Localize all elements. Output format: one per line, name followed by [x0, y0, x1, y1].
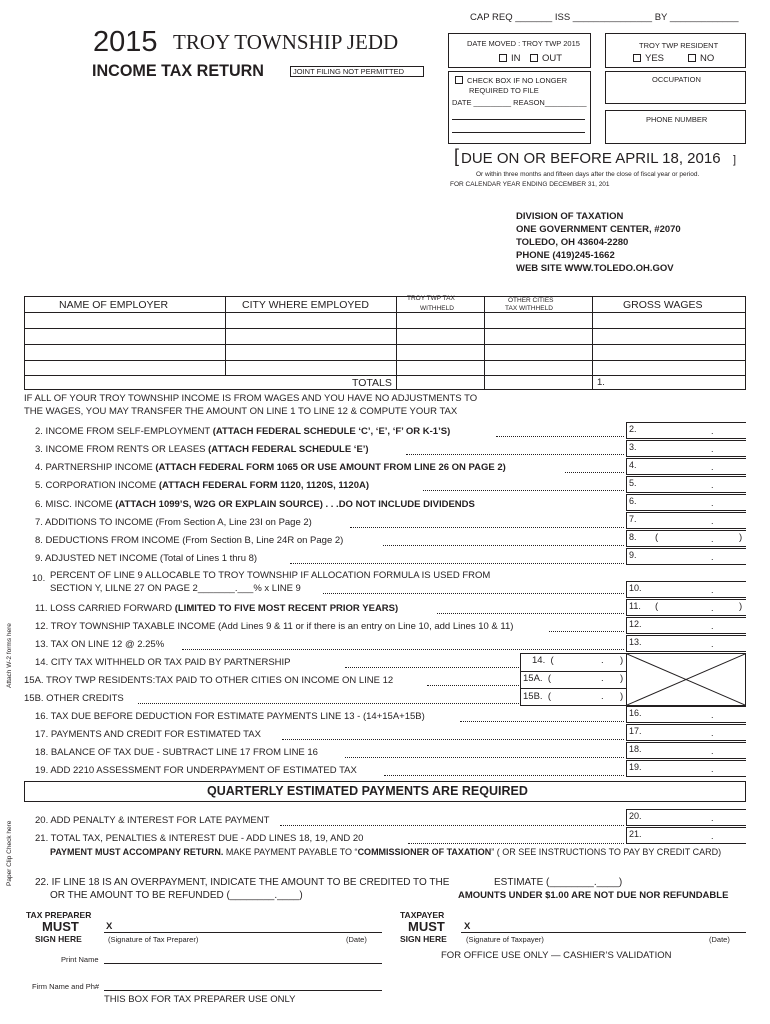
divider — [520, 671, 626, 672]
line-15b-dot: . — [601, 691, 604, 702]
line-13-amount[interactable]: 13. . — [626, 635, 746, 652]
office-use-label: FOR OFFICE USE ONLY — CASHIER’S VALIDATION — [441, 950, 672, 961]
line-11-amount[interactable]: 11. ( . ) — [626, 599, 746, 616]
line-15b: 15B. OTHER CREDITS — [24, 693, 124, 704]
leader — [383, 545, 624, 546]
line-10-number: 10. — [32, 573, 46, 584]
leader — [437, 613, 624, 614]
line-15b-close: ) — [620, 691, 624, 702]
leader — [182, 649, 624, 650]
totals-label: TOTALS — [352, 377, 392, 389]
no-longer-checkbox[interactable]: CHECK BOX IF NO LONGER — [455, 76, 567, 85]
wages-note-2: THE WAGES, YOU MAY TRANSFER THE AMOUNT ON LINE 1 TO LINE 12 & COMPUTE YOUR TAX — [24, 406, 458, 417]
divider — [24, 344, 746, 345]
wages-note-1: IF ALL OF YOUR TROY TOWNSHIP INCOME IS FROM WAGES AND YOU HAVE NO ADJUSTMENTS TO — [24, 393, 478, 404]
preparer-must: MUST — [42, 919, 79, 934]
line-7: 7. ADDITIONS TO INCOME (From Section A, Line 23I on Page 2) — [35, 517, 312, 528]
line-15a-dot: . — [601, 673, 604, 684]
leader — [423, 490, 624, 491]
checkbox-icon — [633, 54, 641, 62]
leader — [282, 739, 624, 740]
line-16-amount[interactable]: 16. . — [626, 706, 746, 723]
leader — [323, 593, 624, 594]
line-15a-close: ) — [620, 673, 624, 684]
due-date-title: DUE ON OR BEFORE APRIL 18, 2016 — [461, 150, 721, 167]
line-10a: PERCENT OF LINE 9 ALLOCABLE TO TROY TOWNSHIP IF ALLOCATION FORMULA IS USED FROM — [50, 570, 491, 581]
line-16: 16. TAX DUE BEFORE DEDUCTION FOR ESTIMATE PAYMENTS LINE 13 - (14+15A+15B) — [35, 711, 425, 722]
taxpayer-sig-caption: (Signature of Taxpayer) — [466, 935, 544, 944]
resident-no-checkbox[interactable]: NO — [688, 53, 714, 64]
form-title: TROY TOWNSHIP JEDD — [173, 30, 399, 54]
line-2: 2. INCOME FROM SELF-EMPLOYMENT (ATTACH FEDERAL SCHEDULE ‘C’, ‘E’, ‘F’ OR K-1’S) — [35, 426, 451, 437]
leader — [384, 775, 624, 776]
line-17-amount[interactable]: 17. . — [626, 724, 746, 741]
out-checkbox[interactable]: OUT — [530, 53, 562, 64]
cap-req-line[interactable]: CAP REQ _______ ISS _______________ BY _____________ — [470, 12, 739, 23]
line-13: 13. TAX ON LINE 12 @ 2.25% — [35, 639, 165, 650]
leader — [138, 703, 519, 704]
col-gross: GROSS WAGES — [623, 299, 703, 311]
in-checkbox[interactable]: IN — [499, 53, 521, 64]
firm-line[interactable] — [104, 990, 382, 991]
line-3: 3. INCOME FROM RENTS OR LEASES (ATTACH FEDERAL SCHEDULE ‘E’) — [35, 444, 369, 455]
bracket-right: ] — [733, 154, 737, 166]
occupation-label: OCCUPATION — [652, 75, 701, 84]
taxpayer-date-caption: (Date) — [709, 935, 730, 944]
line-8: 8. DEDUCTIONS FROM INCOME (From Section B, Line 24R on Page 2) — [35, 535, 344, 546]
line-11: 11. LOSS CARRIED FORWARD (LIMITED TO FIVE MOST RECENT PRIOR YEARS) — [35, 603, 399, 614]
line-6: 6. MISC. INCOME (ATTACH 1099’S, W2G OR EXPLAIN SOURCE) . . .DO NOT INCLUDE DIVIDENDS — [35, 499, 475, 510]
divider — [225, 296, 226, 375]
preparer-sig-caption: (Signature of Tax Preparer) — [108, 935, 199, 944]
cross-icon — [627, 654, 745, 705]
no-longer-box — [448, 71, 591, 144]
taxpayer-x: X — [464, 921, 471, 932]
col-other-cities: OTHER CITIES — [508, 297, 554, 304]
leader — [406, 454, 624, 455]
line-5: 5. CORPORATION INCOME (ATTACH FEDERAL FORM 1120, 1120S, 1120A) — [35, 480, 369, 491]
preparer-sign-here: SIGN HERE — [35, 934, 82, 944]
division-line: DIVISION OF TAXATION — [516, 211, 624, 222]
date-moved-label: DATE MOVED : — [467, 39, 521, 48]
bracket-left: [ — [454, 146, 460, 166]
crossed-out-area — [626, 653, 746, 706]
preparer-box-label: THIS BOX FOR TAX PREPARER USE ONLY — [104, 994, 296, 1005]
line-21: 21. TOTAL TAX, PENALTIES & INTEREST DUE - ADD LINES 18, 19, AND 20 — [35, 833, 364, 844]
leader — [427, 685, 519, 686]
division-line: PHONE (419)245-1662 — [516, 250, 615, 261]
preparer-signature-line[interactable] — [104, 932, 382, 933]
no-longer-date-reason[interactable]: DATE _________ REASON__________ — [452, 98, 587, 107]
leader — [460, 721, 624, 722]
division-line: WEB SITE WWW.TOLEDO.OH.GOV — [516, 263, 674, 274]
checkbox-icon — [455, 76, 463, 84]
line-19-amount[interactable]: 19. . — [626, 760, 746, 777]
paperclip-side-note: Paper Clip Check here — [6, 820, 13, 886]
divider — [24, 328, 746, 329]
taxpayer-signature-line[interactable] — [461, 932, 746, 933]
line-4-amount[interactable]: 4. . — [626, 458, 746, 475]
line-5-amount[interactable]: 5. . — [626, 476, 746, 493]
divider — [592, 296, 593, 390]
line1-label: 1. — [597, 377, 605, 388]
line-9: 9. ADJUSTED NET INCOME (Total of Lines 1 thru 8) — [35, 553, 258, 564]
line-22b[interactable]: OR THE AMOUNT TO BE REFUNDED (________.____) — [50, 890, 303, 901]
divider — [452, 132, 585, 133]
line-4: 4. PARTNERSHIP INCOME (ATTACH FEDERAL FORM 1065 OR USE AMOUNT FROM LINE 26 ON PAGE 2) — [35, 462, 506, 473]
division-address — [516, 210, 681, 275]
joint-filing-badge: JOINT FILING NOT PERMITTED — [290, 66, 424, 77]
line-14: 14. CITY TAX WITHHELD OR TAX PAID BY PARTNERSHIP — [35, 657, 291, 668]
line-10b[interactable]: SECTION Y, LILNE 27 ON PAGE 2_______.___% x LINE 9 — [50, 583, 301, 594]
leader — [345, 757, 624, 758]
line-15a: 15A. TROY TWP RESIDENTS:TAX PAID TO OTHER CITIES ON INCOME ON LINE 12 — [24, 675, 394, 686]
phone-label: PHONE NUMBER — [646, 115, 708, 124]
division-line: ONE GOVERNMENT CENTER, #2070 — [516, 224, 681, 235]
divider — [452, 119, 585, 120]
leader — [565, 472, 624, 473]
leader — [345, 667, 519, 668]
form-year: 2015 — [93, 26, 158, 58]
line-10-amount[interactable]: 10. . — [626, 581, 746, 598]
line-2-amount[interactable]: 2. . — [626, 422, 746, 439]
firm-label: Firm Name and Ph# — [32, 982, 100, 991]
leader — [290, 563, 624, 564]
divider — [520, 688, 626, 689]
line-6-amount[interactable]: 6. . — [626, 494, 746, 511]
leader — [549, 631, 624, 632]
line-18: 18. BALANCE OF TAX DUE - SUBTRACT LINE 17 FROM LINE 16 — [35, 747, 318, 758]
line-19: 19. ADD 2210 ASSESSMENT FOR UNDERPAYMENT OF ESTIMATED TAX — [35, 765, 357, 776]
date-moved-box — [448, 33, 591, 68]
line-20-amount[interactable]: 20. . — [626, 809, 746, 826]
divider — [484, 296, 485, 390]
line-14-dot: . — [601, 655, 604, 666]
print-name-line[interactable] — [104, 963, 382, 964]
line-15b-amount[interactable]: 15B. ( — [523, 691, 551, 702]
line-14-close: ) — [620, 655, 624, 666]
division-line: TOLEDO, OH 43604-2280 — [516, 237, 629, 248]
col-city: CITY WHERE EMPLOYED — [242, 299, 369, 311]
estimate-field[interactable]: ESTIMATE (________.____) — [494, 877, 623, 888]
col-troy-tax: TROY TWP TAX — [407, 295, 455, 302]
preparer-x: X — [106, 921, 113, 932]
leader — [280, 825, 624, 826]
col-troy-withheld: WITHHELD — [420, 305, 454, 312]
line-7-amount[interactable]: 7. . — [626, 512, 746, 529]
preparer-label: TAX PREPARER — [26, 910, 92, 920]
quarterly-banner — [24, 781, 746, 802]
line-3-amount[interactable]: 3. . — [626, 440, 746, 457]
taxpayer-must: MUST — [408, 919, 445, 934]
form-subtitle: INCOME TAX RETURN — [92, 61, 264, 80]
payment-instructions: PAYMENT MUST ACCOMPANY RETURN. MAKE PAYMENT PAYABLE TO “COMMISSIONER OF TAXATION” ( OR SEE INSTRUCTIONS TO PAY BY CREDIT CARD) — [50, 847, 722, 857]
line-15a-amount[interactable]: 15A. ( — [523, 673, 551, 684]
quarterly-text: QUARTERLY ESTIMATED PAYMENTS ARE REQUIRED — [207, 784, 528, 798]
line-8-amount[interactable]: 8. ( . ) — [626, 530, 746, 547]
line-9-amount[interactable]: 9. . — [626, 548, 746, 565]
col-employer: NAME OF EMPLOYER — [59, 299, 169, 311]
checkbox-icon — [688, 54, 696, 62]
resident-yes-checkbox[interactable]: YES — [633, 53, 664, 64]
no-longer-line2: REQUIRED TO FILE — [469, 86, 539, 95]
amounts-note: AMOUNTS UNDER $1.00 ARE NOT DUE NOR REFUNDABLE — [458, 890, 729, 901]
occupation-field[interactable] — [605, 71, 746, 104]
phone-field[interactable] — [605, 110, 746, 144]
divider — [24, 375, 746, 376]
leader — [496, 436, 624, 437]
divider — [24, 312, 746, 313]
line-18-amount[interactable]: 18. . — [626, 742, 746, 759]
line-14-amount[interactable]: 14. ( — [532, 655, 554, 666]
divider — [396, 296, 397, 390]
taxpayer-sign-here: SIGN HERE — [400, 934, 447, 944]
due-date-note: Or within three months and fifteen days after the close of fiscal year or period. — [476, 171, 700, 178]
date-moved-overlay: TROY TWP 2015 — [522, 39, 580, 48]
line-20: 20. ADD PENALTY & INTEREST FOR LATE PAYMENT — [35, 815, 270, 826]
resident-box — [605, 33, 746, 68]
line-21-amount[interactable]: 21. . — [626, 827, 746, 844]
line-17: 17. PAYMENTS AND CREDIT FOR ESTIMATED TAX — [35, 729, 261, 740]
w2-side-note: Attach W-2 forms here — [6, 623, 13, 688]
line-12: 12. TROY TOWNSHIP TAXABLE INCOME (Add Lines 9 & 11 or if there is an entry on Line 10, add Lines 10 & 11) — [35, 621, 514, 632]
leader — [350, 527, 624, 528]
leader — [408, 843, 624, 844]
preparer-date-caption: (Date) — [346, 935, 367, 944]
checkbox-icon — [530, 54, 538, 62]
col-other-withheld: TAX WITHHELD — [505, 305, 553, 312]
taxpayer-label: TAXPAYER — [400, 910, 445, 920]
checkbox-icon — [499, 54, 507, 62]
calendar-year[interactable]: FOR CALENDAR YEAR ENDING DECEMBER 31, 201 — [450, 181, 610, 188]
resident-label: TROY TWP RESIDENT — [639, 41, 719, 50]
print-name-label: Print Name — [61, 955, 99, 964]
line-12-amount[interactable]: 12. . — [626, 617, 746, 634]
divider — [24, 360, 746, 361]
line-22a: 22. IF LINE 18 IS AN OVERPAYMENT, INDICATE THE AMOUNT TO BE CREDITED TO THE — [35, 877, 450, 888]
